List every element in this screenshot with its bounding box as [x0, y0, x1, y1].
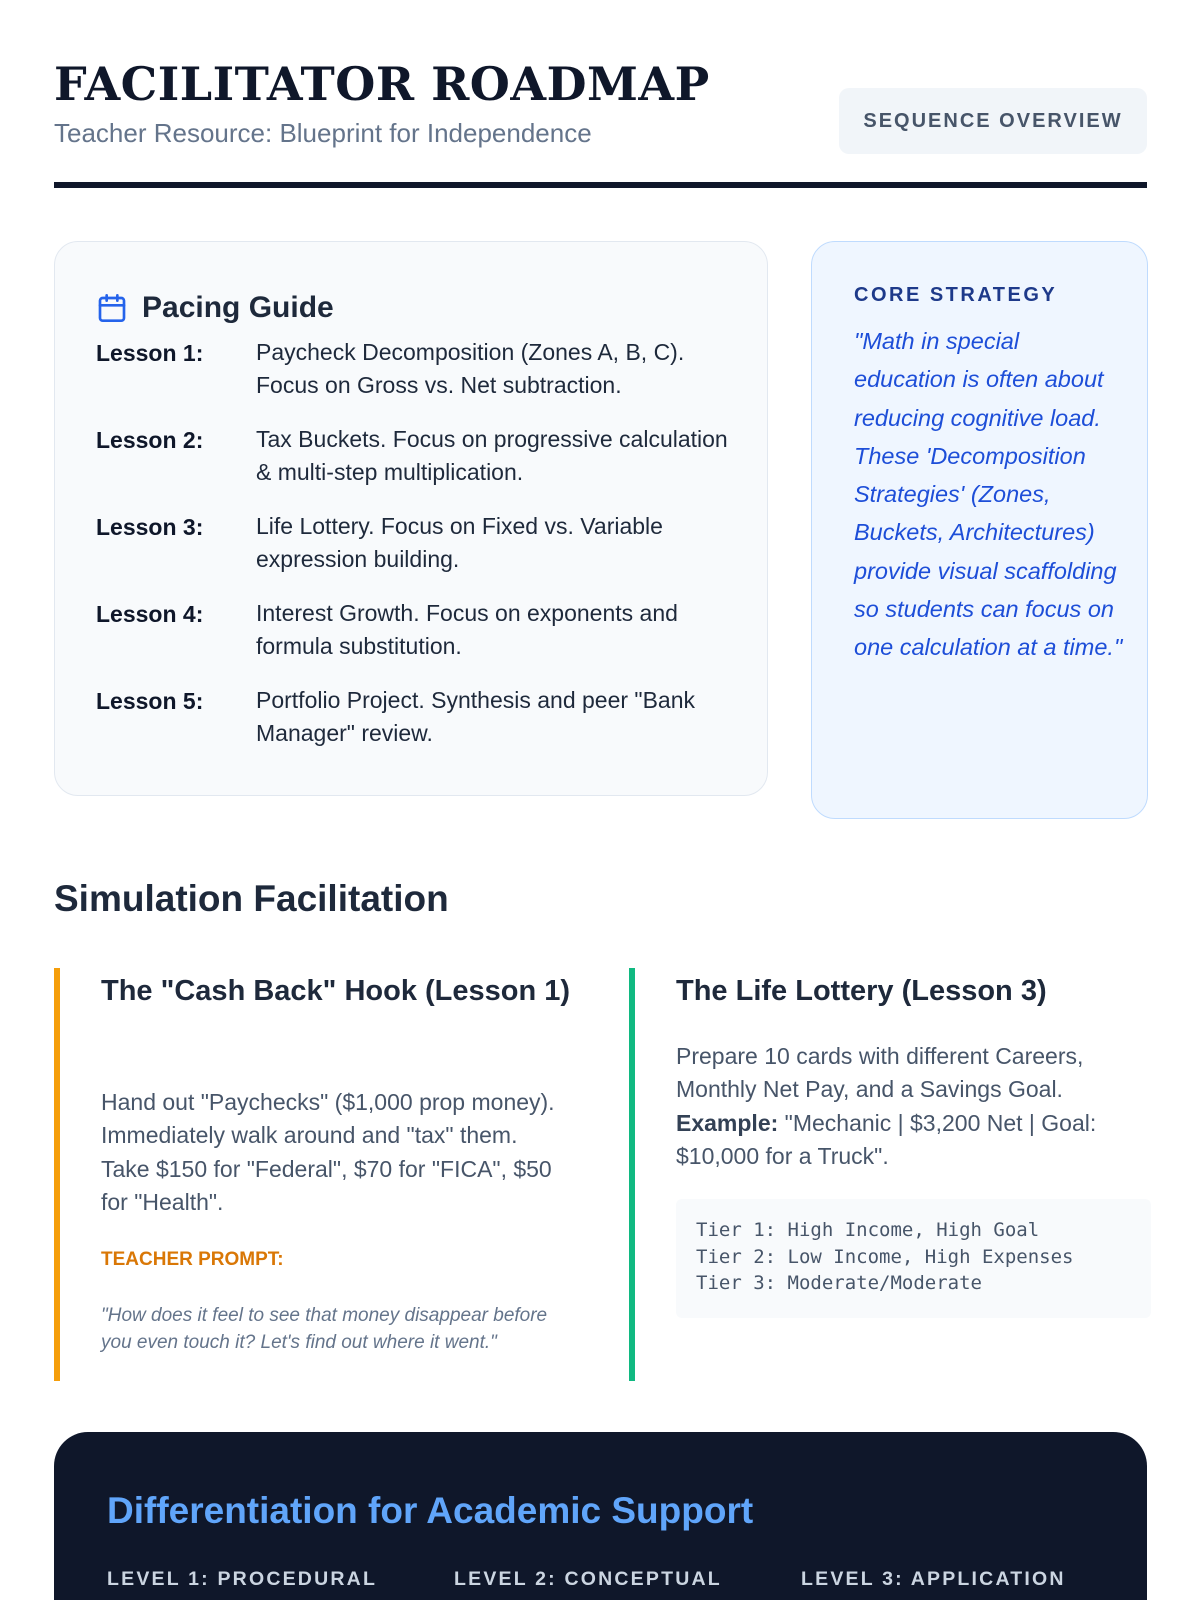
core-strategy-card [811, 241, 1148, 819]
tier-line: Tier 1: High Income, High Goal [696, 1219, 1040, 1241]
lesson-description: Interest Growth. Focus on exponents and formula substitution. [256, 600, 678, 659]
life-lottery-description: Prepare 10 cards with different Careers, Monthly Net Pay, and a Savings Goal. [676, 1043, 1084, 1103]
calendar-icon [96, 292, 128, 324]
simulation-section-title: Simulation Facilitation [54, 878, 449, 919]
life-lottery-body [676, 1040, 1146, 1173]
lesson-label: Lesson 4: [96, 601, 204, 627]
lesson-description: Tax Buckets. Focus on progressive calculation & multi-step multiplication. [256, 426, 728, 485]
teacher-prompt-quote: "How does it feel to see that money disappear before you even touch it? Let's find out where it went." [101, 1305, 548, 1353]
page-header [54, 56, 1147, 188]
lesson-label: Lesson 3: [96, 514, 204, 540]
example-label: Example: [676, 1109, 779, 1136]
lesson-description: Paycheck Decomposition (Zones A, B, C). Focus on Gross vs. Net subtraction. [256, 339, 685, 398]
life-lottery-title: The Life Lottery (Lesson 3) [676, 975, 1047, 1007]
core-strategy-quote: "Math in special education is often about reducing cognitive load. These 'Decomposition Strategies' (Zones, Buckets, Architectures) provide visual scaffolding so students can focus on one calculation at a time." [854, 328, 1123, 661]
differentiation-panel [54, 1432, 1147, 1600]
lesson-label: Lesson 2: [96, 427, 204, 453]
level-3-heading: LEVEL 3: APPLICATION [801, 1568, 1066, 1590]
level-2-heading: LEVEL 2: CONCEPTUAL [454, 1568, 722, 1590]
tier-line: Tier 2: Low Income, High Expenses [696, 1245, 1074, 1268]
differentiation-title: Differentiation for Academic Support [107, 1490, 754, 1531]
pacing-guide-title: Pacing Guide [142, 291, 334, 324]
level-1-heading: LEVEL 1: PROCEDURAL [107, 1568, 378, 1590]
tier-code-block [676, 1199, 1151, 1318]
lesson-label: Lesson 1: [96, 340, 204, 366]
teacher-prompt-label: TEACHER PROMPT: [101, 1249, 284, 1270]
life-lottery-column [629, 968, 1148, 1381]
example-text: "Mechanic | $3,200 Net | Goal: $10,000 for a Truck". [676, 1109, 1097, 1169]
lesson-description: Portfolio Project. Synthesis and peer "Bank Manager" review. [256, 687, 696, 746]
page-title: FACILITATOR ROADMAP [54, 57, 710, 111]
lesson-description: Life Lottery. Focus on Fixed vs. Variable expression building. [256, 513, 663, 572]
pacing-guide-header [96, 288, 334, 328]
core-strategy-label: CORE STRATEGY [854, 284, 1058, 306]
tier-line: Tier 3: Moderate/Moderate [696, 1272, 982, 1294]
cash-back-hook-column [54, 968, 584, 1381]
sequence-overview-badge: SEQUENCE OVERVIEW [839, 88, 1147, 154]
page-subtitle: Teacher Resource: Blueprint for Independence [54, 118, 592, 148]
cash-back-hook-body: Hand out "Paychecks" ($1,000 prop money). Immediately walk around and "tax" them. Take $150 for "Federal", $70 for "FICA", $50 for "Health". [101, 1089, 555, 1215]
pacing-guide-card [54, 241, 768, 796]
cash-back-hook-title: The "Cash Back" Hook (Lesson 1) [101, 975, 571, 1007]
lesson-label: Lesson 5: [96, 688, 204, 714]
